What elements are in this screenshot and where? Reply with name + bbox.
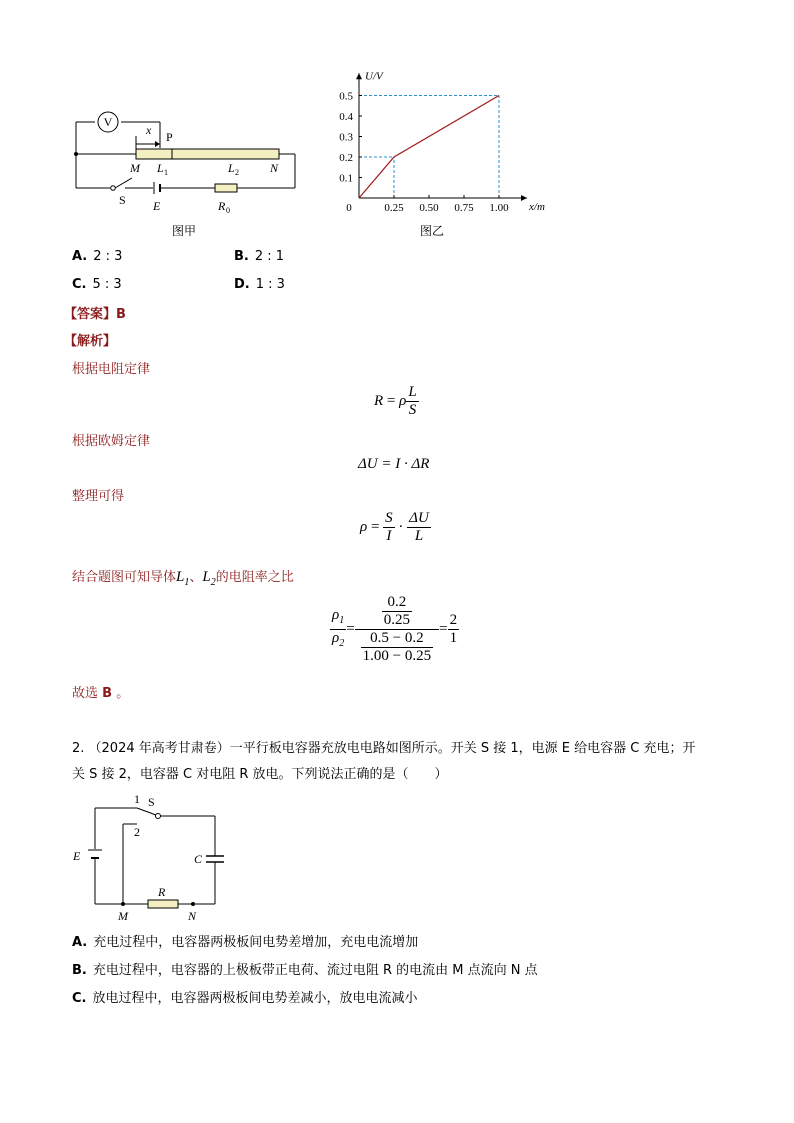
svg-text:2: 2 bbox=[235, 168, 239, 177]
svg-text:E: E bbox=[153, 199, 161, 213]
option-b[interactable]: B. 2 : 1 bbox=[234, 249, 285, 264]
option-a[interactable]: A. 2 : 3 bbox=[72, 249, 123, 264]
option-c[interactable]: C. 5 : 3 bbox=[72, 277, 122, 292]
svg-text:R: R bbox=[218, 199, 226, 213]
svg-text:S: S bbox=[119, 193, 126, 207]
q2-option-a[interactable]: A. 充电过程中，电容器两极板间电势差增加，充电电流增加 bbox=[72, 935, 419, 950]
equation-resistivity-ratio: $\frac{\rho_1}{\rho_2}$ = $\frac{\frac{0.2}{0.25}}{\frac{0.5 - 0.2}{1.00 - 0.25}}$ = $\frac{2}{1}$ bbox=[332, 594, 458, 664]
svg-text:N: N bbox=[188, 909, 197, 923]
equation-resistivity: ρ = $\frac{S}{I}$ · $\frac{\Delta U}{L}$ bbox=[360, 510, 429, 544]
x-tick-label-0: 0.25 bbox=[384, 202, 404, 214]
svg-text:V: V bbox=[103, 115, 113, 129]
y-tick-label-2: 0.3 bbox=[339, 131, 353, 144]
q2-option-b[interactable]: B. 充电过程中，电容器的上极板带正电荷、流过电阻 R 的电流由 M 点流向 N 点 bbox=[72, 963, 538, 978]
y-tick-label-1: 0.2 bbox=[339, 152, 353, 164]
svg-text:0: 0 bbox=[226, 206, 230, 215]
question-2-stem: 2. （2024 年高考甘肃卷）一平行板电容器充放电电路如图所示。开关 S 接 1，电源 E 给电容器 C 充电；开 关 S 接 2，电容器 C 对电阻 R 放电。下列说法正确的是（ ） bbox=[72, 741, 696, 782]
q2-option-c[interactable]: C. 放电过程中，电容器两极板间电势差减小，放电电流减小 bbox=[72, 991, 418, 1006]
x-axis-arrow bbox=[521, 195, 527, 201]
x-axis-label: x/m bbox=[529, 201, 545, 213]
x-tick-label-3: 1.00 bbox=[489, 202, 509, 214]
option-d[interactable]: D. 1 : 3 bbox=[234, 277, 285, 292]
figure-a-caption: 图甲 bbox=[172, 224, 197, 238]
analysis-step-3: 整理可得 bbox=[72, 489, 125, 504]
svg-text:P: P bbox=[166, 130, 173, 144]
svg-text:C: C bbox=[194, 852, 203, 866]
svg-text:N: N bbox=[270, 161, 279, 175]
svg-text:R: R bbox=[158, 885, 166, 899]
svg-text:M: M bbox=[118, 909, 128, 923]
svg-text:M: M bbox=[130, 161, 140, 175]
analysis-step-4: 结合题图可知导体$L_1$、$L_2$的电阻率之比 bbox=[72, 569, 294, 588]
conductor-l1 bbox=[136, 149, 172, 159]
analysis-step-1: 根据电阻定律 bbox=[72, 362, 151, 377]
equation-resistance-law: R = ρ $\frac{L}{S}$ bbox=[374, 384, 417, 418]
analysis-step-2: 根据欧姆定律 bbox=[72, 434, 151, 449]
analysis-heading: 【解析】 bbox=[64, 334, 117, 349]
y-tick-label-3: 0.4 bbox=[339, 111, 353, 123]
resistor-r bbox=[148, 900, 178, 908]
svg-text:x: x bbox=[146, 123, 152, 137]
equation-ohm-law: ΔU = I · ΔR bbox=[358, 456, 430, 472]
answer-line: 【答案】B bbox=[64, 307, 126, 322]
svg-text:E: E bbox=[73, 849, 81, 863]
series-line-0 bbox=[359, 96, 499, 199]
y-axis-label: U/V bbox=[365, 70, 383, 83]
origin-label: 0 bbox=[346, 202, 352, 214]
svg-text:1: 1 bbox=[164, 168, 168, 177]
circuit-figure-q2 bbox=[60, 790, 240, 930]
chart-figure-b bbox=[335, 70, 555, 218]
circuit-figure-a bbox=[60, 100, 300, 220]
figure-b-caption: 图乙 bbox=[420, 224, 445, 238]
analysis-conclusion: 故选 B 。 bbox=[72, 686, 130, 701]
svg-text:1: 1 bbox=[134, 792, 140, 806]
resistor-r0 bbox=[215, 184, 237, 192]
svg-text:S: S bbox=[148, 795, 155, 809]
svg-text:L: L bbox=[157, 161, 164, 175]
x-tick-label-1: 0.50 bbox=[419, 202, 439, 214]
svg-text:2: 2 bbox=[134, 825, 140, 839]
conductor-l2 bbox=[172, 149, 279, 159]
x-tick-label-2: 0.75 bbox=[454, 202, 474, 214]
y-tick-label-4: 0.5 bbox=[339, 90, 353, 103]
svg-text:L: L bbox=[228, 161, 235, 175]
y-tick-label-0: 0.1 bbox=[339, 172, 353, 185]
y-axis-arrow bbox=[356, 73, 362, 79]
